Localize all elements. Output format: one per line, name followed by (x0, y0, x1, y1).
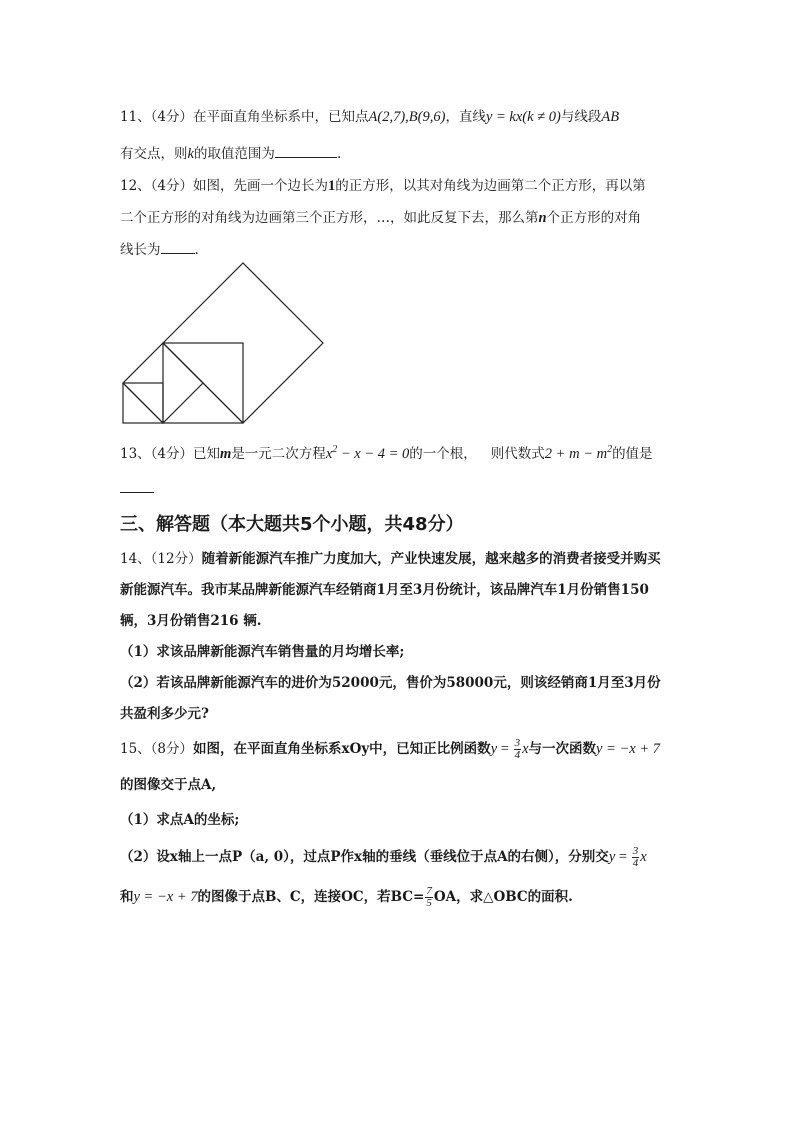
q15-y: y (490, 741, 498, 757)
q15-text: OA，求△OBC的面积. (433, 889, 573, 905)
q11-period: . (336, 146, 342, 162)
q15-line1 (120, 738, 660, 761)
q13-text: 是一元二次方程 (231, 446, 326, 462)
q11-line-eq: y = kx(k ≠ 0) (485, 109, 561, 125)
q11-text: 与线段 (560, 109, 602, 125)
answer-blank (120, 478, 154, 493)
q14-part2-cont: 共盈利多少元? (120, 706, 209, 722)
q12-text: 个正方形的对角 (546, 210, 642, 226)
fraction-7-5: $\frac{7}{5}$ (426, 885, 432, 909)
answer-blank (161, 239, 195, 254)
q15-text: 如图，在平面直角坐标系xOy中，已知正比例函数 (193, 741, 491, 757)
q11-line2 (120, 143, 341, 164)
q11-text: ，直线 (445, 109, 486, 125)
q15-number: 15、（8分） (120, 741, 194, 757)
q13-text: 的一个根， (409, 446, 477, 462)
q12-text: 如图，先画一个边长为 (193, 178, 329, 194)
q14-number: 14、（12分） (120, 551, 202, 567)
q12-text: 的正方形，以其对角线为边画第二个正方形，再以第 (335, 178, 646, 194)
q13-eq-rest: − x − 4 = 0 (337, 446, 410, 462)
q11-point-b: B(9,6) (408, 109, 446, 125)
q13-text: 则代数式 (490, 446, 545, 462)
square-1-diagonal (123, 383, 163, 423)
q11-point-a: A(2,7) (368, 109, 406, 125)
q13-expr: 2 + m − m (544, 446, 608, 462)
q15-line2: 的图像交于点A, (120, 777, 217, 793)
q13-m: m (220, 446, 232, 462)
q15-equals: = (615, 849, 631, 865)
q13-number: 13、（4分） (120, 446, 194, 462)
q13-text: 已知 (193, 446, 221, 462)
q11-number: 11、（4分） (120, 109, 194, 125)
q13-line1 (120, 440, 653, 464)
q15-linear: y = −x + 7 (596, 741, 660, 757)
section-heading: 三、解答题（本大题共5个小题，共48分） (120, 514, 464, 535)
q12-text: 线长为 (120, 242, 161, 258)
q15-text: 和 (120, 889, 134, 905)
q12-number: 12、（4分） (120, 178, 194, 194)
fraction-3-4: $\frac{3}{4}$ (632, 845, 639, 869)
q14-part2: （2）若该品牌新能源汽车的进价为52000元，售价为58000元，则该经销商1月至3月份 (120, 675, 661, 691)
answer-blank (275, 143, 337, 158)
q14-line3: 辆，3月份销售216 辆. (120, 613, 262, 629)
q11-k: k (187, 146, 194, 162)
q12-n: n (538, 210, 547, 226)
q13-expr-exp: 2 (607, 444, 613, 455)
q11-text: 在平面直角坐标系中，已知点 (193, 109, 369, 125)
q15-part1: （1）求点A的坐标; (120, 812, 240, 828)
q15-part2 (120, 846, 647, 869)
q12-text: 二个正方形的对角线为边画第三个正方形，…，如此反复下去，那么第 (120, 210, 539, 226)
q15-y: y (608, 849, 616, 865)
q15-linear: y = −x + 7 (133, 889, 198, 905)
q15-part2-cont (120, 886, 573, 909)
q14-line2: 新能源汽车。我市某品牌新能源汽车经销商1月至3月份统计，该品牌汽车1月份销售150 (120, 582, 649, 598)
q11-segment: AB (601, 109, 620, 125)
q12-period: . (194, 242, 199, 258)
q11-text: 有交点，则 (120, 146, 188, 162)
q15-text: 与一次函数 (528, 741, 596, 757)
q11-line1 (120, 107, 619, 127)
q15-x: x (640, 849, 647, 865)
q15-equals: = (497, 741, 513, 757)
q12-line1 (120, 176, 646, 196)
q11-comma: , (405, 109, 409, 125)
q13-line2 (120, 478, 154, 499)
fraction-3-4: $\frac{3}{4}$ (514, 737, 521, 761)
nested-squares-figure (118, 262, 328, 428)
q14-part1: （1）求该品牌新能源汽车销售量的月均增长率; (120, 644, 405, 660)
q15-text: 的图像于点B、C，连接OC，若BC= (197, 889, 425, 905)
q15-x: x (522, 741, 529, 757)
q14-text: 随着新能源汽车推广力度加大，产业快速发展，越来越多的消费者接受并购买 (201, 551, 661, 567)
q15-text: （2）设x轴上一点P（a, 0），过点P作x轴的垂线（垂线位于点A的右侧），分别交 (120, 849, 609, 865)
q12-one: 1 (328, 178, 336, 194)
q12-line2 (120, 208, 641, 228)
q14-line1 (120, 549, 661, 569)
q11-text: 的取值范围为 (193, 146, 275, 162)
q13-text: 的值是 (612, 446, 653, 462)
q13-eq-x: x (325, 446, 333, 462)
q12-line3 (120, 239, 199, 260)
q13-eq-exp: 2 (332, 444, 338, 455)
